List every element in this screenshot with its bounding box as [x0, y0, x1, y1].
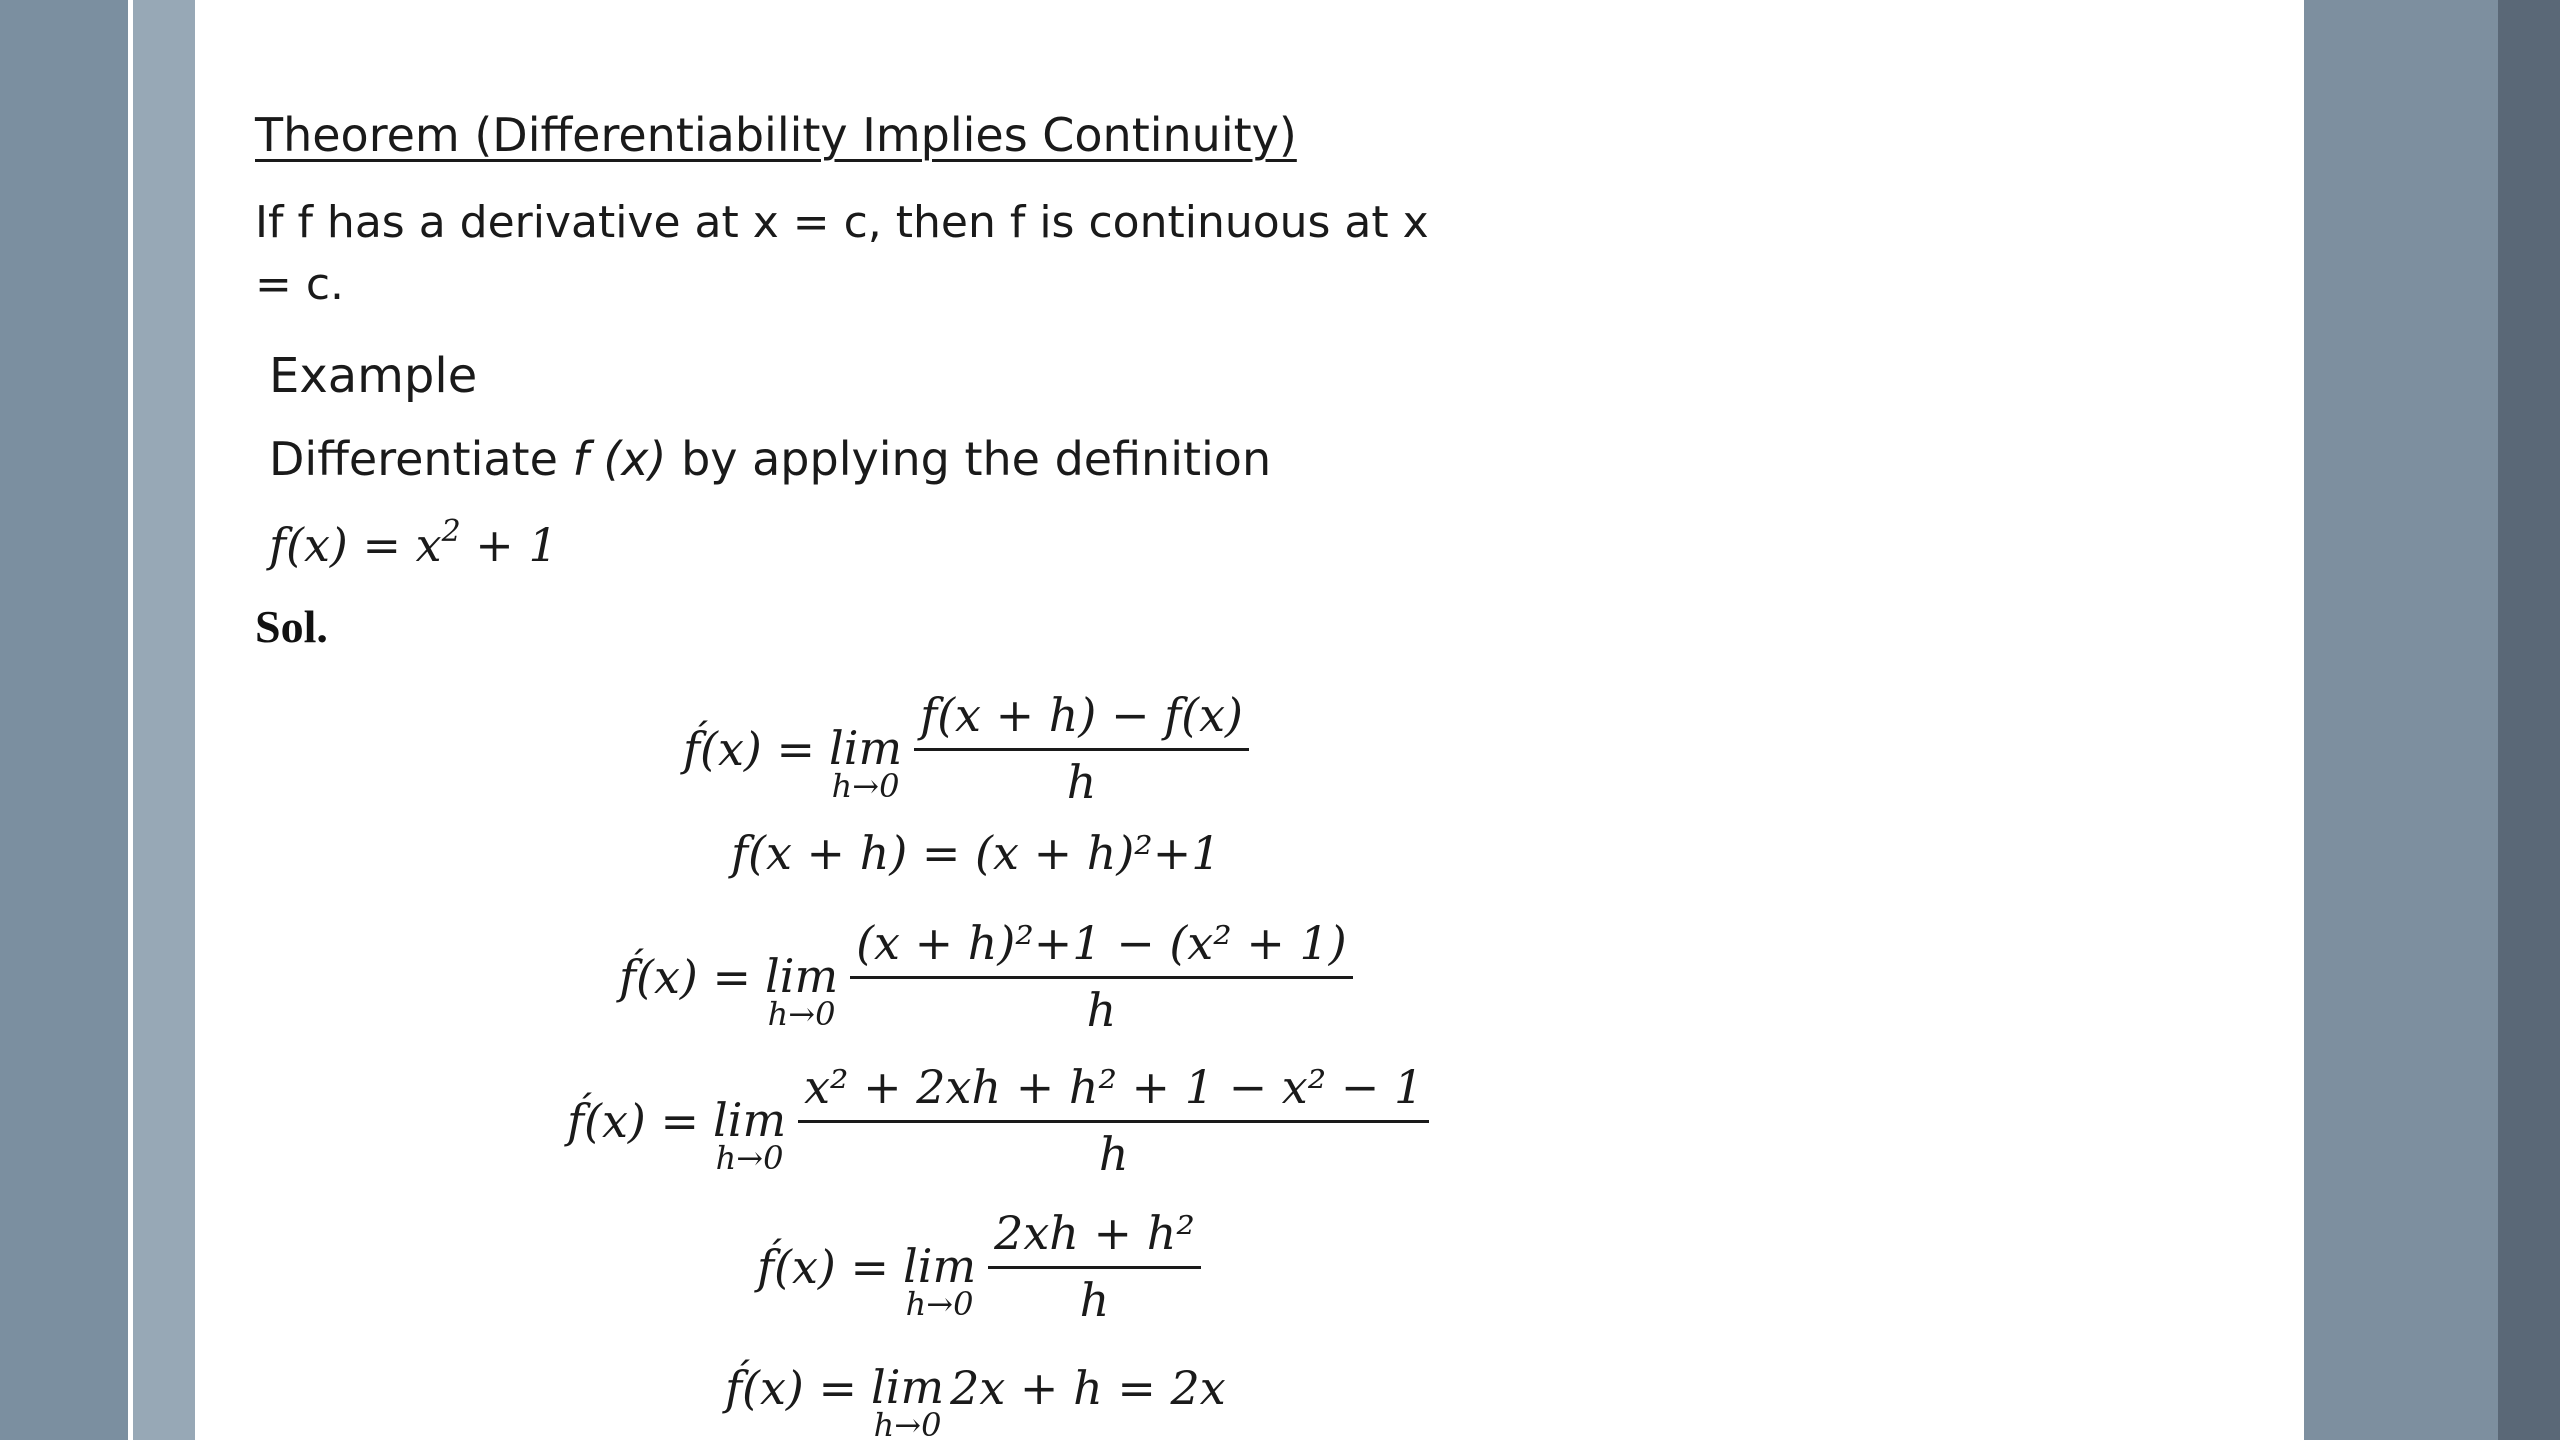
- equation-1: [683, 690, 1249, 807]
- theorem-title: Theorem (Differentiability Implies Continuity): [255, 108, 1297, 162]
- fraction: [988, 1208, 1201, 1325]
- example-function: [269, 514, 558, 572]
- derivative-lhs: f́(x) =: [757, 1239, 890, 1294]
- limit-operator: [829, 720, 903, 805]
- function-lhs: f(x) = x: [269, 518, 442, 572]
- limit-operator: [713, 1092, 787, 1177]
- solution-label: Sol.: [255, 601, 328, 652]
- limit-label: lim: [829, 720, 903, 775]
- fraction-numerator: (x + h)²+1 − (x² + 1): [856, 916, 1347, 970]
- equation-5: [757, 1208, 1201, 1325]
- fraction: [798, 1062, 1429, 1179]
- example-text-after: by applying the definition: [666, 432, 1272, 486]
- example-fx: f (x): [572, 432, 667, 486]
- equation-3: [619, 918, 1353, 1035]
- limit-subscript: h→0: [831, 766, 900, 805]
- limit-label: lim: [765, 948, 839, 1003]
- example-heading: Example: [269, 348, 478, 404]
- left-outer-bar: [0, 0, 128, 1440]
- right-inner-bar: [2304, 0, 2498, 1440]
- fraction-denominator: h: [798, 1120, 1429, 1179]
- limit-subscript: h→0: [873, 1406, 942, 1444]
- limit-operator: [871, 1360, 945, 1444]
- limit-subscript: h→0: [715, 1138, 784, 1177]
- fraction-numerator: x² + 2xh + h² + 1 − x² − 1: [804, 1060, 1424, 1114]
- limit-label: lim: [871, 1360, 945, 1414]
- fraction-denominator: h: [914, 748, 1249, 807]
- expansion-line: f(x + h) = (x + h)²+1: [731, 826, 1221, 880]
- left-inner-bar: [133, 0, 195, 1440]
- limit-label: lim: [713, 1092, 787, 1147]
- example-text-before: Differentiate: [269, 432, 573, 486]
- fraction: [914, 690, 1249, 807]
- fraction: [850, 918, 1353, 1035]
- example-text: [269, 432, 1271, 486]
- derivative-lhs: f́(x) =: [683, 721, 816, 776]
- result-expression: 2x + h = 2x: [950, 1361, 1226, 1415]
- fraction-denominator: h: [988, 1266, 1201, 1325]
- theorem-statement: If f has a derivative at x = c, then f is continuous at x = c.: [255, 197, 1429, 310]
- limit-subscript: h→0: [905, 1284, 974, 1323]
- limit-operator: [765, 948, 839, 1033]
- limit-subscript: h→0: [767, 994, 836, 1033]
- limit-operator: [903, 1238, 977, 1323]
- fraction-denominator: h: [850, 976, 1353, 1035]
- fraction-numerator: 2xh + h²: [994, 1206, 1195, 1260]
- right-outer-bar: [2498, 0, 2560, 1440]
- function-rhs: + 1: [460, 518, 558, 572]
- equation-2: [731, 826, 1221, 880]
- slide-content: [195, 0, 2304, 1444]
- equation-6: [725, 1350, 1226, 1444]
- derivative-lhs: f́(x) =: [619, 949, 752, 1004]
- limit-label: lim: [903, 1238, 977, 1293]
- equation-4: [567, 1062, 1429, 1179]
- derivative-lhs: f́(x) =: [725, 1361, 858, 1415]
- derivative-lhs: f́(x) =: [567, 1093, 700, 1148]
- fraction-numerator: f(x + h) − f(x): [920, 688, 1243, 742]
- function-exponent: 2: [441, 514, 461, 549]
